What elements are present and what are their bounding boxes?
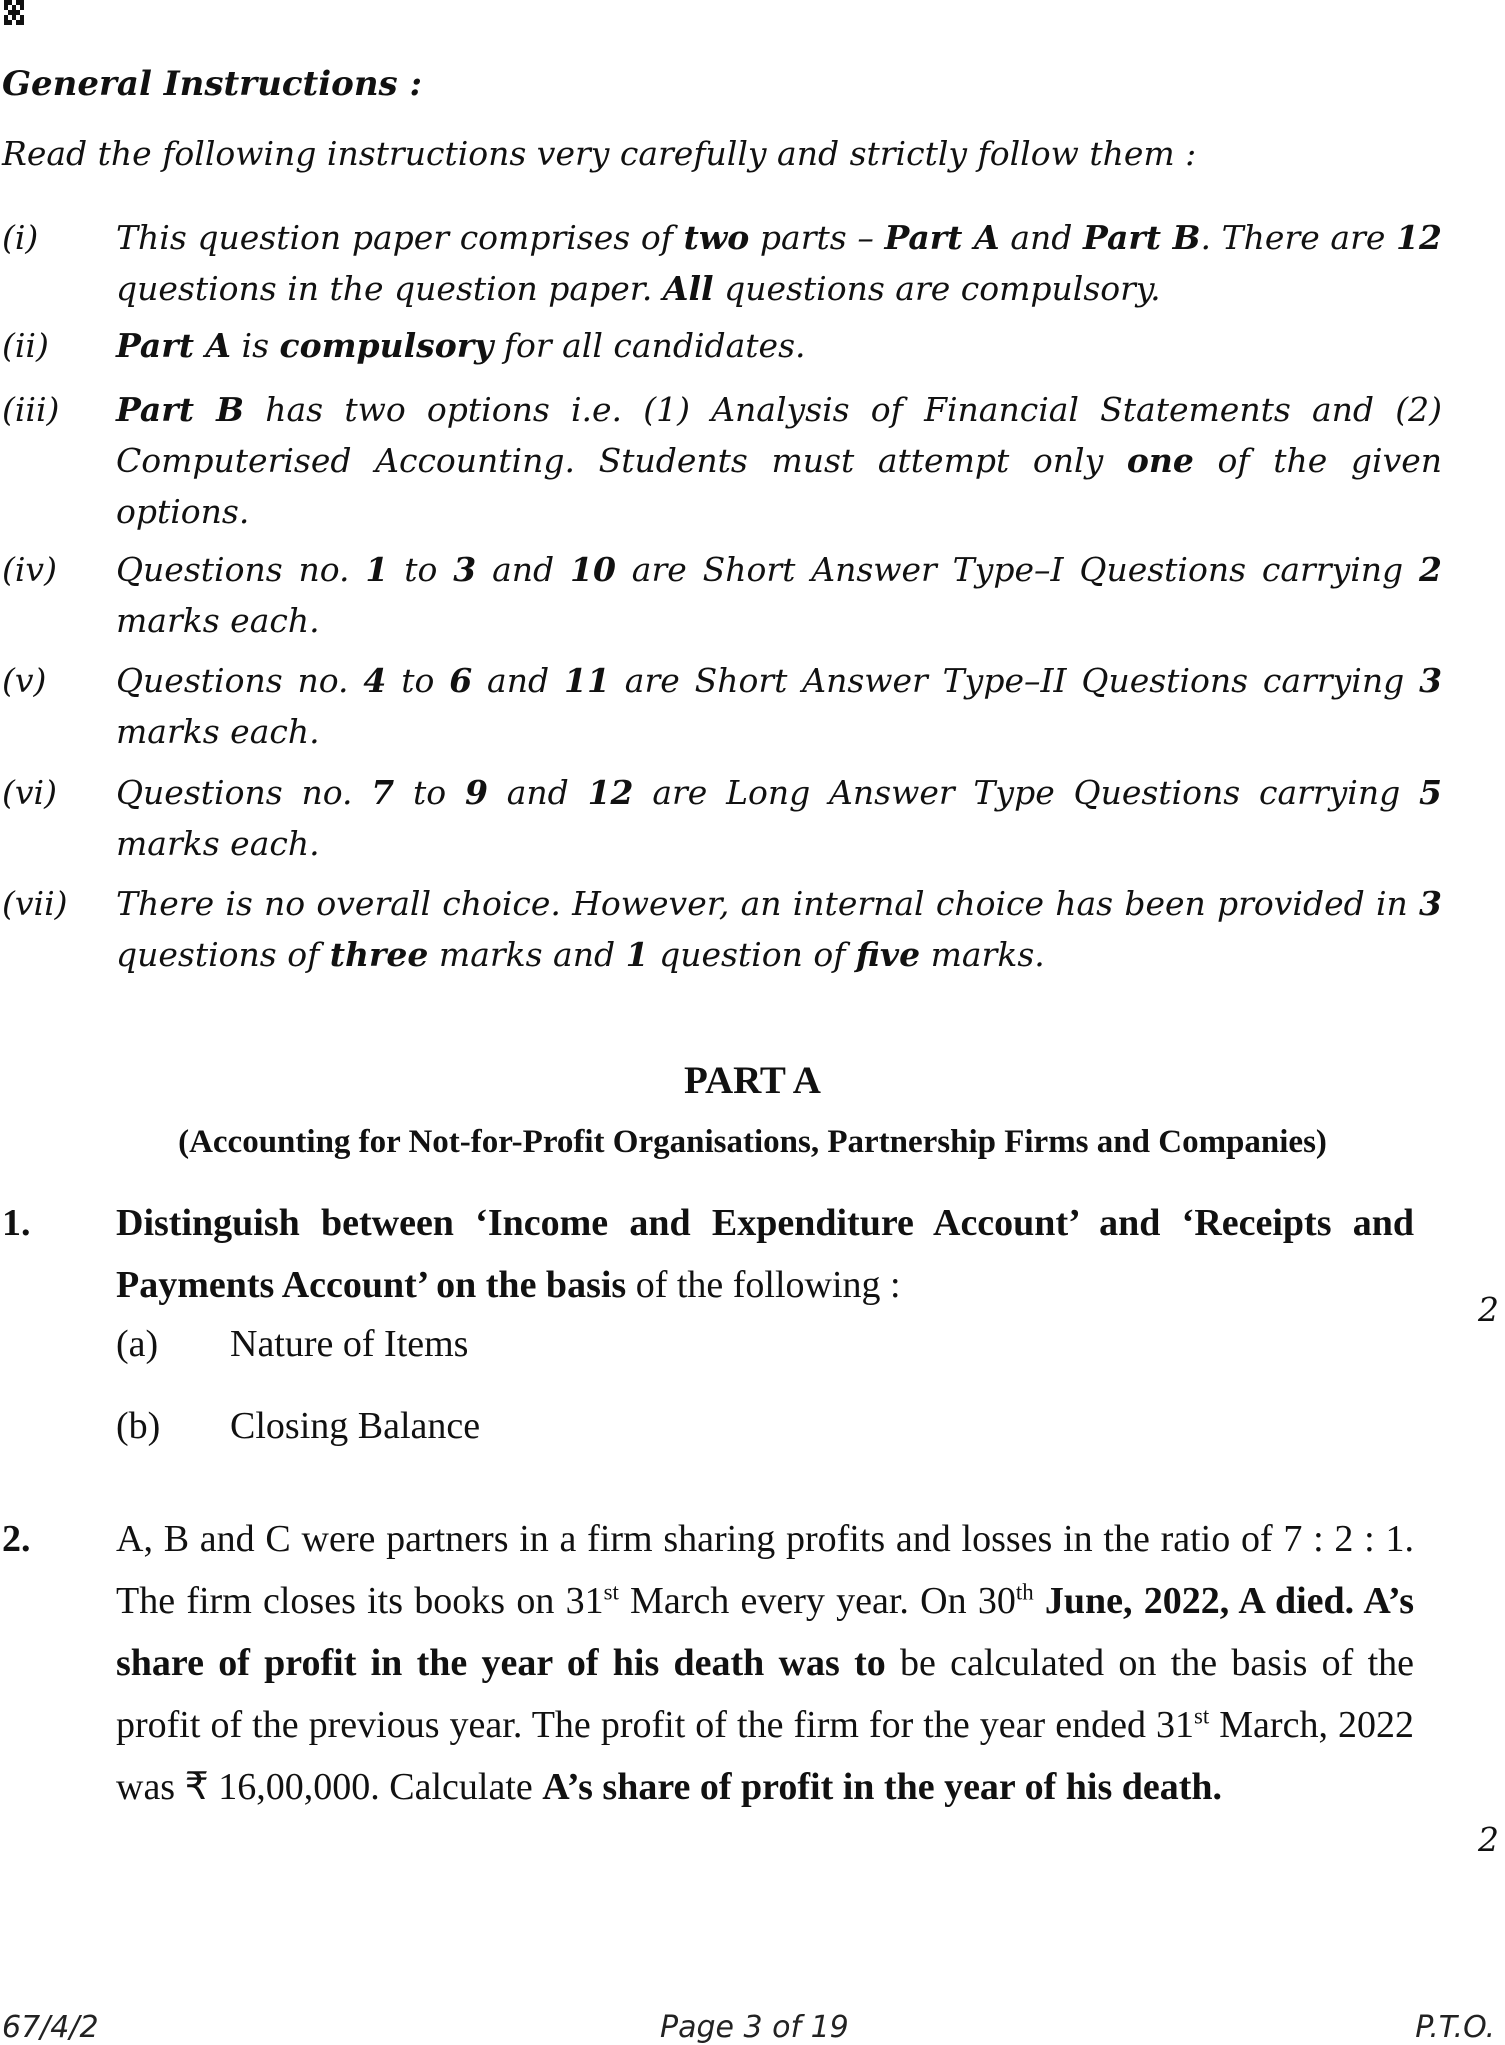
question-number: 1. — [2, 1202, 31, 1244]
text-run: marks each. — [116, 712, 320, 751]
text-run: marks and — [428, 935, 626, 974]
instruction-item — [2, 655, 1442, 757]
text-run: A’s share of profit in the year of his death. — [542, 1766, 1223, 1808]
text-run: 6 — [449, 661, 473, 700]
text-run: 5 — [1419, 773, 1443, 812]
text-run: two — [683, 218, 750, 257]
instruction-number: (vii) — [2, 884, 68, 923]
question-item — [2, 1508, 1502, 1818]
text-run: five — [855, 935, 921, 974]
instruction-item — [2, 320, 1442, 371]
text-run: are Short Answer Type–I Questions carrying — [615, 550, 1420, 589]
text-run: of the following : — [626, 1264, 901, 1306]
part-a-subtitle: (Accounting for Not-for-Profit Organisations, Partnership Firms and Companies) — [178, 1124, 1327, 1160]
text-run: Questions no. — [116, 773, 372, 812]
text-run: March every year. On 30 — [618, 1580, 1016, 1622]
text-run: June, 2022, A died. A’s share of profit in the year of his death was to — [116, 1580, 1414, 1684]
instruction-number: (i) — [2, 218, 39, 257]
instruction-item — [2, 544, 1442, 646]
text-run: A, B and C were partners in a firm sharing profits and losses in the ratio of 7 : 2 : 1. The firm closes its books on 31 — [116, 1518, 1414, 1622]
text-run: 2 — [1419, 550, 1443, 589]
text-run: There is no overall choice. However, an internal choice has been provided in — [116, 884, 1420, 923]
text-run: 7 — [371, 773, 395, 812]
text-run: and — [476, 550, 570, 589]
instruction-number: (ii) — [2, 326, 49, 365]
text-run: Distinguish between ‘Income and Expenditure Account’ and ‘Receipts and Payments Account’ on the basis — [116, 1202, 1414, 1306]
text-run: . There are — [1200, 218, 1397, 257]
text-run: 3 — [453, 550, 477, 589]
text-run: 11 — [563, 661, 610, 700]
paper-code: 67/4/2 — [2, 2010, 99, 2045]
text-run: and — [487, 773, 588, 812]
text-run: is — [231, 326, 280, 365]
text-run: 12 — [587, 773, 634, 812]
text-run: 12 — [1396, 218, 1442, 257]
text-run: March, 2022 was ₹ 16,00,000. Calculate — [116, 1704, 1414, 1808]
instruction-text — [116, 878, 1442, 980]
instruction-item — [2, 878, 1442, 980]
text-run: 4 — [363, 661, 387, 700]
text-run: Questions no. — [116, 550, 366, 589]
text-run: question of — [648, 935, 856, 974]
instruction-text — [116, 767, 1442, 869]
text-run: th — [1015, 1579, 1034, 1605]
instruction-item — [2, 384, 1442, 537]
question-number: 2. — [2, 1518, 31, 1560]
text-run: Questions no. — [116, 661, 364, 700]
text-run: to — [386, 661, 450, 700]
text-run: st — [1194, 1703, 1210, 1729]
text-run: 1 — [365, 550, 389, 589]
text-run: be calculated on the basis of the profit of the previous year. The profit of the firm for the year ended 31 — [116, 1642, 1415, 1746]
text-run: Part A — [884, 218, 1000, 257]
text-run: to — [394, 773, 465, 812]
question-marks: 2 — [1478, 1290, 1499, 1329]
text-run: This question paper comprises of — [116, 218, 684, 257]
text-run: to — [388, 550, 454, 589]
text-run: parts – — [749, 218, 885, 257]
qr-code-icon — [4, 0, 24, 26]
subpart-text: Closing Balance — [230, 1405, 481, 1447]
instruction-number: (v) — [2, 661, 47, 700]
page-number: Page 3 of 19 — [660, 2010, 849, 2045]
subpart-label: (b) — [116, 1405, 161, 1447]
text-run: Part B — [1083, 218, 1201, 257]
instruction-text — [116, 320, 1442, 371]
instruction-text — [116, 544, 1442, 646]
text-run: and — [472, 661, 564, 700]
part-a-title: PART A — [684, 1059, 821, 1102]
text-run: three — [329, 935, 429, 974]
instruction-number: (iii) — [2, 390, 60, 429]
general-instructions-intro: Read the following instructions very carefully and strictly follow them : — [2, 134, 1197, 173]
instruction-number: (iv) — [2, 550, 57, 589]
text-run: 3 — [1419, 884, 1442, 923]
text-run: are Short Answer Type–II Questions carrying — [609, 661, 1420, 700]
text-run: marks. — [920, 935, 1045, 974]
text-run: questions in the question paper. — [116, 269, 663, 308]
question-text — [116, 1508, 1414, 1818]
text-run: for all candidates. — [493, 326, 806, 365]
subpart-label: (a) — [116, 1323, 159, 1365]
text-run: compulsory — [279, 326, 494, 365]
text-run: All — [662, 269, 714, 308]
question-item — [2, 1192, 1502, 1316]
text-run: questions of — [116, 935, 330, 974]
text-run: 1 — [625, 935, 649, 974]
instruction-text — [116, 655, 1442, 757]
instruction-item — [2, 767, 1442, 869]
text-run: st — [603, 1579, 619, 1605]
text-run: one — [1126, 441, 1194, 480]
question-marks: 2 — [1478, 1820, 1499, 1859]
text-run: has two options i.e. (1) Analysis of Financial Statements and (2) Computerised Accounting. Students must attempt only — [116, 390, 1442, 480]
instruction-number: (vi) — [2, 773, 57, 812]
instruction-text — [116, 212, 1442, 314]
pto-label: P.T.O. — [1415, 2010, 1495, 2045]
text-run: marks each. — [116, 824, 320, 863]
text-run: Part A — [116, 326, 232, 365]
general-instructions-title: General Instructions : — [2, 64, 423, 104]
text-run: are Long Answer Type Questions carrying — [633, 773, 1420, 812]
question-text — [116, 1192, 1414, 1316]
text-run: of the given options. — [116, 441, 1442, 531]
text-run: questions are compulsory. — [713, 269, 1161, 308]
instruction-text — [116, 384, 1442, 537]
subpart-text: Nature of Items — [230, 1323, 469, 1365]
instruction-item — [2, 212, 1442, 314]
text-run: 3 — [1419, 661, 1443, 700]
text-run: 10 — [569, 550, 616, 589]
text-run: 9 — [464, 773, 488, 812]
text-run: and — [999, 218, 1084, 257]
text-run: Part B — [116, 390, 245, 429]
text-run: marks each. — [116, 601, 320, 640]
